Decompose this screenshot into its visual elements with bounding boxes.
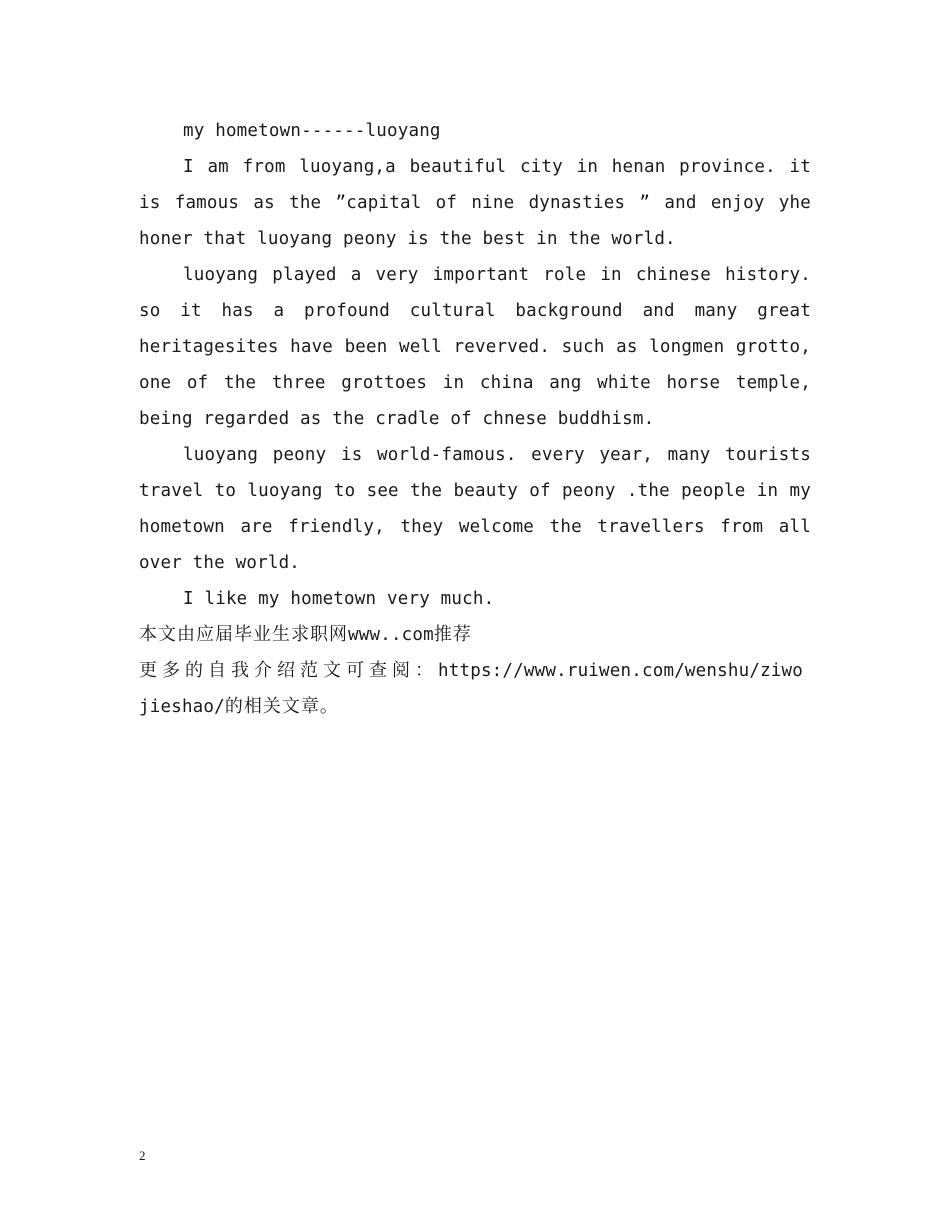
source-note-prefix: 本文由应届毕业生求职网	[139, 624, 348, 645]
paragraph-3: luoyang peony is world-famous. every year, many tourists travel to luoyang to see the beauty of peony .the people in my hometown are friendly, they welcome the travellers from all over the world.	[139, 445, 811, 573]
document-title: my hometown------luoyang	[183, 121, 441, 141]
paragraph-2: luoyang played a very important role in chinese history. so it has a profound cultural background and many great heritagesites have been well reverved. such as longmen grotto, one of the three grottoes in china ang white horse temple, being regarded as the cradle of chnese buddhism.	[139, 265, 811, 429]
paragraph-1: I am from luoyang,a beautiful city in henan province. it is famous as the ”capital of nine dynasties ” and enjoy yhe honer that luoyang peony is the best in the world.	[139, 157, 811, 249]
more-note-prefix: 更多的自我介绍范文可查阅：	[139, 660, 438, 681]
page-number: 2	[139, 1148, 146, 1163]
paragraph-4: I like my hometown very much.	[183, 589, 495, 609]
source-note-site: www..com	[348, 625, 434, 645]
source-note	[139, 617, 811, 653]
document-body	[139, 113, 811, 725]
source-note-suffix: 推荐	[433, 624, 472, 645]
more-note-suffix: 的相关文章。	[224, 696, 339, 717]
more-note	[139, 653, 811, 725]
more-note-link[interactable]: https://www.ruiwen.com/wenshu/ziwojieshao/	[139, 661, 804, 717]
